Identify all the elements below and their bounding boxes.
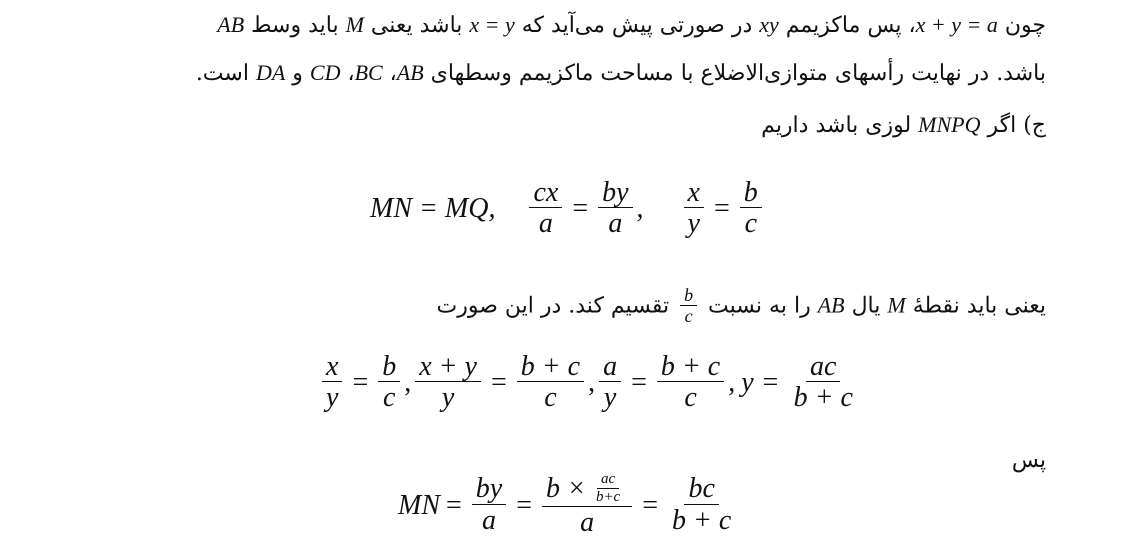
text-line-1: چون x + y = a، پس ماکزیمم xy در صورتی پیش می‌آید که x = y باشد یعنی M باید وسط AB xyxy=(217,12,1046,38)
equation-2: $\frac{x}{y}$ = $\frac{b}{c}$ , $\frac{x + y}{y}$ = $\frac{b + c}{c}$ , $\frac{a}{y}$ = $\frac{b + c}{c}$ , y = $\frac{ac}{b + c}$ xyxy=(318,352,861,415)
text-line-4: یعنی باید نقطهٔ M یال AB را به نسبت $\frac{b}{c}$ تقسیم کند. در این صورت xyxy=(436,285,1046,326)
math-inline: AB xyxy=(217,12,245,37)
eq3-lhs: MN xyxy=(398,489,440,521)
fraction: $\frac{x}{y}$ xyxy=(684,178,704,241)
math-inline: x + y = a xyxy=(915,12,998,37)
math-inline: MNPQ xyxy=(918,112,981,137)
math-inline: M xyxy=(345,12,364,37)
fraction: $\frac{b}{c}$ xyxy=(378,352,400,415)
compound-fraction: b × $\frac{ac}{b+c}$ a xyxy=(542,472,632,539)
inline-fraction: $\frac{b}{c}$ xyxy=(680,286,697,327)
math-inline: x = y xyxy=(469,12,515,37)
equation-3: MN = $\frac{by}{a}$ = b × $\frac{ac}{b+c}$ a = $\frac{bc}{b + c}$ xyxy=(398,472,739,539)
fraction: $\frac{ac}{b + c}$ xyxy=(793,351,853,414)
fraction: $\frac{b + c}{c}$ xyxy=(657,352,724,415)
text-line-3: ج) اگر MNPQ لوزی باشد داریم xyxy=(761,112,1046,138)
math-inline: DA xyxy=(255,60,286,85)
fraction: $\frac{by}{a}$ xyxy=(472,474,506,537)
math-inline: M xyxy=(887,292,906,318)
fraction: $\frac{cx}{a}$ xyxy=(529,178,562,241)
fraction: $\frac{bc}{b + c}$ xyxy=(672,473,732,536)
math-inline: CD xyxy=(309,60,341,85)
math-inline: BC xyxy=(354,60,383,85)
fraction: $\frac{b + c}{c}$ xyxy=(517,352,584,415)
fraction: $\frac{x + y}{y}$ xyxy=(415,352,481,415)
math-inline: xy xyxy=(759,12,779,37)
text-line-5: پس xyxy=(1011,448,1046,473)
math-inline: AB xyxy=(817,292,845,318)
fraction: $\frac{by}{a}$ xyxy=(598,178,632,241)
fraction: $\frac{a}{y}$ xyxy=(599,352,621,415)
fraction: $\frac{x}{y}$ xyxy=(322,352,342,415)
eq1-lhs: MN = MQ, xyxy=(370,193,496,225)
math-inline: AB xyxy=(396,60,424,85)
equation-1: MN = MQ, $\frac{cx}{a}$ = $\frac{by}{a}$ , $\frac{x}{y}$ = $\frac{b}{c}$ xyxy=(370,178,766,241)
fraction: $\frac{b}{c}$ xyxy=(740,178,762,241)
text-line-2: باشد. در نهایت رأسهای متوازی‌الاضلاع با مساحت ماکزیمم وسطهای AB، BC، CD و DA است. xyxy=(195,60,1046,86)
